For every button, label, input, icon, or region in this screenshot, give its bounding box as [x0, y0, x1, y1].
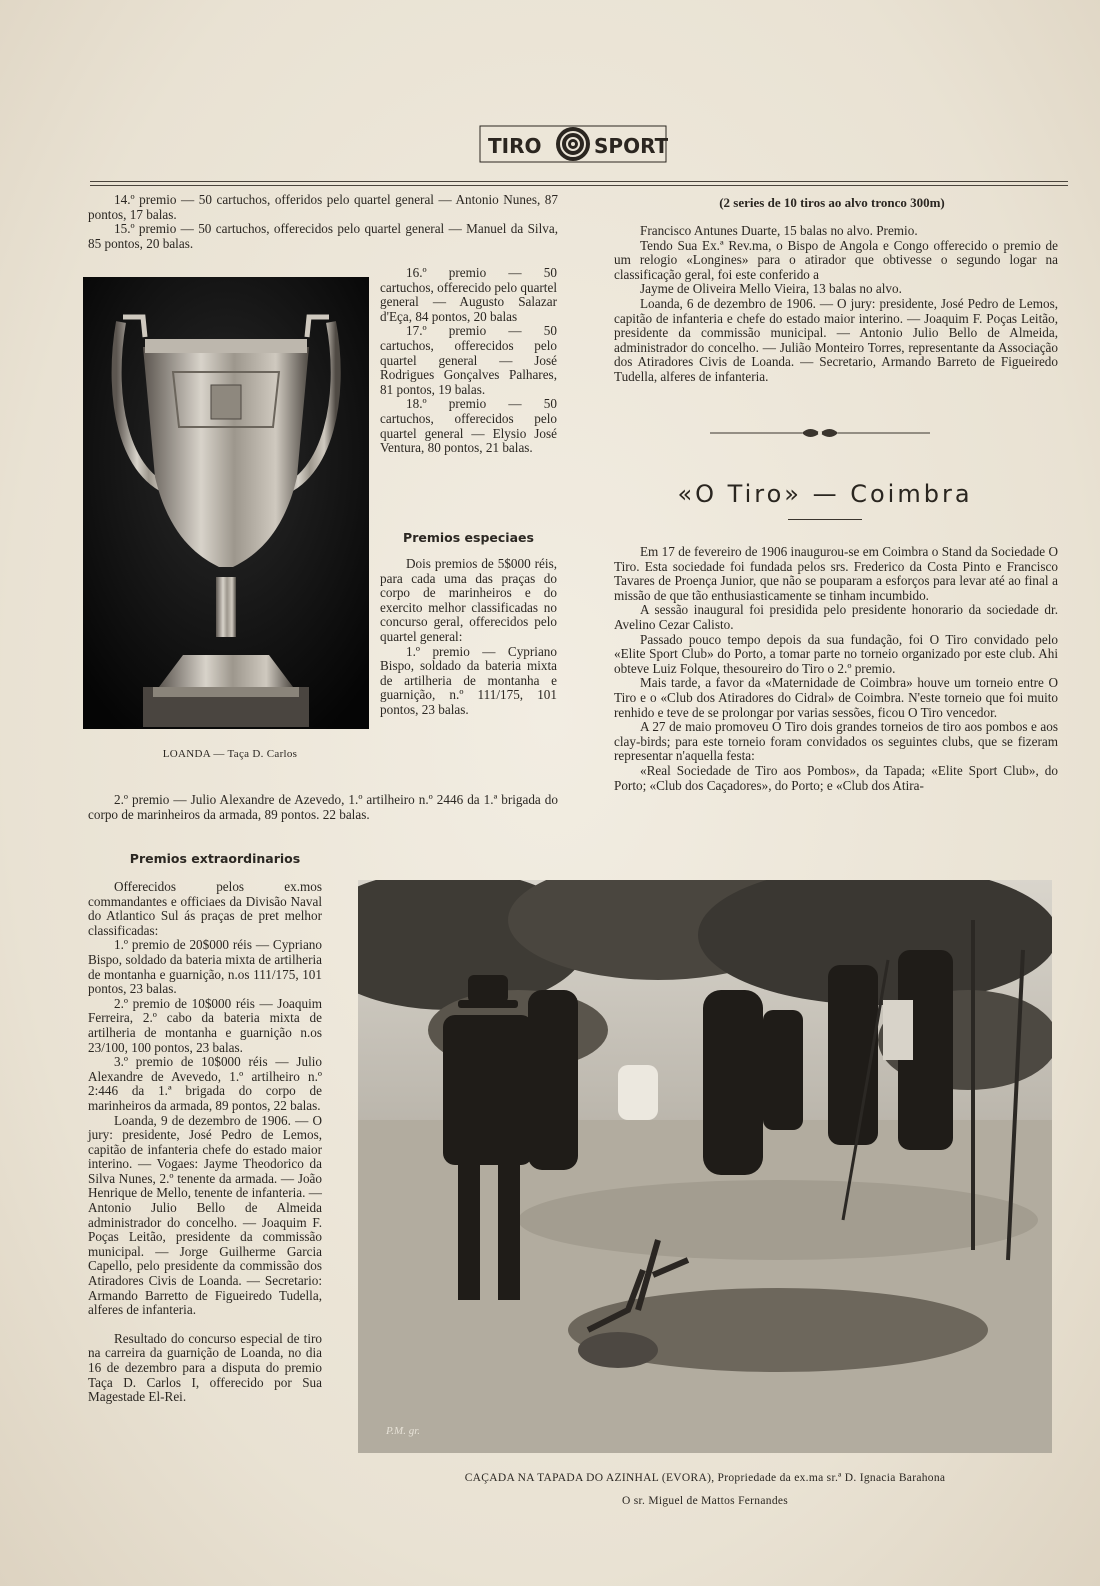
header-rule: [90, 181, 1068, 182]
extra-para-1: Offerecidos pelos ex.mos commandantes e officiaes da Divisão Naval do Atlantico Sul ás praças de pret melhor classificadas:: [88, 879, 322, 938]
prize-17: 17.º premio — 50 cartuchos, offerecidos pelo quartel general — José Rodrigues Gonçalves Palhares, 81 pontos, 19 balas.: [380, 323, 557, 397]
col1-narrow-text: [380, 266, 557, 456]
premios-especiaes-heading: Premios especiaes: [403, 530, 534, 545]
hunting-party-scene-icon: [358, 880, 1052, 1453]
header-rule-2: [90, 185, 1068, 186]
loving-cup-trophy-icon: [83, 277, 369, 729]
prize-16: 16.º premio — 50 cartuchos, offerecido pelo quartel general — Augusto Salazar d'Eça, 84 pontos, 20 balas: [380, 265, 557, 324]
hunting-photo: [358, 880, 1052, 1453]
coimbra-text: [614, 545, 1058, 793]
extra-para-2: 1.º premio de 20$000 réis — Cypriano Bispo, soldado da bateria mixta de artilheria de montanha e guarnição, n.os 111/175, 101 pontos, 23 balas.: [88, 937, 322, 997]
fleuron-icon: [710, 425, 930, 441]
coimbra-para-4: Mais tarde, a favor da «Maternidade de Coimbra» houve um torneio entre O Tiro e o «Club dos Atiradores do Cidral» de Coimbra. N'este torneio que foi muito renhido e teve de se prolongar por varias sessões, ficou O Tiro vencedor.: [614, 675, 1058, 720]
prize-18: 18.º premio — 50 cartuchos, offerecidos pelo quartel general — Elysio José Ventura, 80 pontos, 21 balas.: [380, 396, 557, 456]
col1-prize15-wrap: [88, 222, 558, 251]
col2-para-1: Francisco Antunes Duarte, 15 balas no alvo. Premio.: [640, 223, 918, 238]
svg-text:SPORT: SPORT: [594, 134, 668, 158]
coimbra-para-1: Em 17 de fevereiro de 1906 inaugurou-se em Coimbra o Stand da Sociedade O Tiro. Esta sociedade foi fundada pelos srs. Frederico da Costa Pinto e Francisco Tavares de Proença Junior, que não se pouparam a esforços para levar até ao final a missão de que tão enthusiasticamente se tinham incumbido.: [614, 544, 1058, 603]
trophy-photo: [83, 277, 369, 729]
title-underline: [788, 519, 862, 520]
col2-para-4: Loanda, 6 de dezembro de 1906. — O jury: presidente, José Pedro de Lemos, capitão de infanteria e chefe do estado maior interino. — Joaquim F. Poças Leitão, presidente da commissão municipal. — Antonio Julio Bello de Almeida, administrador do concelho. — Julião Monteiro Torres, representante da Associação dos Atiradores Civis de Loanda. — Secretario, Armando Barreto de Figueiredo Tudella, alferes de infanteria.: [614, 295, 1058, 384]
prize-15: 15.º premio — 50 cartuchos, offerecidos pelo quartel general — Manuel da Silva, 85 pontos, 20 balas.: [88, 221, 558, 251]
masthead-logo: [478, 120, 668, 168]
premio-2-text: [88, 793, 558, 822]
coimbra-para-6: «Real Sociedade de Tiro aos Pombos», da Tapada; «Elite Sport Club», do Porto; «Club dos Caçadores», do Porto; e «Club dos Atira-: [614, 762, 1058, 793]
premios-especiaes-second: 2.º premio — Julio Alexandre de Azevedo, 1.º artilheiro n.º 2446 da 1.ª brigada do corpo de marinheiros da armada, 89 pontos. 22 balas.: [88, 792, 558, 822]
extra-para-4: 3.º premio de 10$000 réis — Julio Alexandre de Avevedo, 1.º artilheiro n.º 2:446 da 1.ª brigada do corpo de marinheiros da armada, 89 pontos, 22 balas.: [88, 1054, 322, 1113]
col2-top-text: [614, 224, 1058, 385]
premios-extraordinarios-heading: Premios extraordinarios: [129, 851, 301, 866]
coimbra-title: «O Tiro» — Coimbra: [677, 480, 973, 508]
extra-para-3: 2.º premio de 10$000 réis — Joaquim Ferreira, 2.º cabo da bateria mixta de artilheria de montanha e guarnição n.os 23/100, 100 pontos, 23 balas.: [88, 995, 322, 1055]
prize-14: 14.º premio — 50 cartuchos, offeridos pelo quartel general — Antonio Nunes, 87 pontos, 17 balas.: [88, 192, 558, 222]
premios-especiaes-para-1: Dois premios de 5$000 réis, para cada uma das praças do corpo de marinheiros e do exercito melhor classificadas no concurso geral, offerecidos pelo quartel general:: [380, 556, 557, 644]
tiro-sport-logo-icon: [478, 120, 668, 168]
col2-para-2: Tendo Sua Ex.ª Rev.ma, o Bispo de Angola e Congo offerecido o premio de um relogio «Longines» para o atirador que obtivesse o segundo logar na classificação geral, foi este conferido a: [614, 237, 1058, 282]
coimbra-para-5: A 27 de maio promoveu O Tiro dois grandes torneios de tiro aos pombos e aos clay-birds; para este torneio foram convidados os seguintes clubs, que se fizeram representar n'aquella festa:: [614, 719, 1058, 764]
premios-extraordinarios-text: [88, 880, 322, 1405]
extra-jury: Loanda, 9 de dezembro de 1906. — O jury: presidente, José Pedro de Lemos, capitão de infanteria chefe do estado maior interino. — Vogaes: Jayme Theodorico da Silva Nunes, 2.º tenente da armada. — João Henrique de Mello, tenente de infanteria. — Antonio Julio Bello de Almeida administrador do concelho. — Joaquim F. Poças Leitão, presidente da commissão municipal. — Jorge Guilherme Garcia Capello, pelo presidente da commissão dos Atiradores Civis de Loanda. — Secretario: Armando Barretto de Figueiredo Tudella, alferes de infanteria.: [88, 1112, 322, 1318]
svg-text:TIRO: TIRO: [488, 134, 542, 158]
hunt-caption-line1: CAÇADA NA TAPADA DO AZINHAL (EVORA), Propriedade da ex.ma sr.ª D. Ignacia Barahona: [464, 1472, 946, 1484]
col2-para-3: Jayme de Oliveira Mello Vieira, 13 balas no alvo.: [640, 281, 902, 297]
extra-result: Resultado do concurso especial de tiro na carreira da guarnição de Loanda, no dia 16 de dezembro para a disputa do premio Taça D. Carlos I, offerecido por Sua Magestade El-Rei.: [88, 1330, 322, 1405]
coimbra-para-3: Passado pouco tempo depois da sua fundação, foi O Tiro convidado pelo «Elite Sport Club» do Porto, a tomar parte no torneio organizado por este club. Ahi obteve Luiz Folque, thesoureiro do Tiro o 2.º premio.: [614, 631, 1058, 676]
premios-especiaes-text: [380, 557, 557, 718]
ornament-divider: [710, 425, 930, 441]
col1-top-text: [88, 193, 558, 222]
hunt-caption-line2: O sr. Miguel de Mattos Fernandes: [621, 1495, 789, 1507]
cup-caption: LOANDA — Taça D. Carlos: [162, 748, 298, 760]
series-heading: (2 series de 10 tiros ao alvo tronco 300m): [719, 195, 945, 210]
coimbra-para-2: A sessão inaugural foi presidida pelo presidente honorario da sociedade dr. Avelino Cezar Calisto.: [614, 602, 1058, 632]
photo-signature: P.M. gr.: [386, 1425, 421, 1437]
premios-especiaes-para-2: 1.º premio — Cypriano Bispo, soldado da bateria mixta de artilheria de montanha e guarnição, n.º 111/175, 101 pontos, 23 balas.: [380, 643, 557, 717]
